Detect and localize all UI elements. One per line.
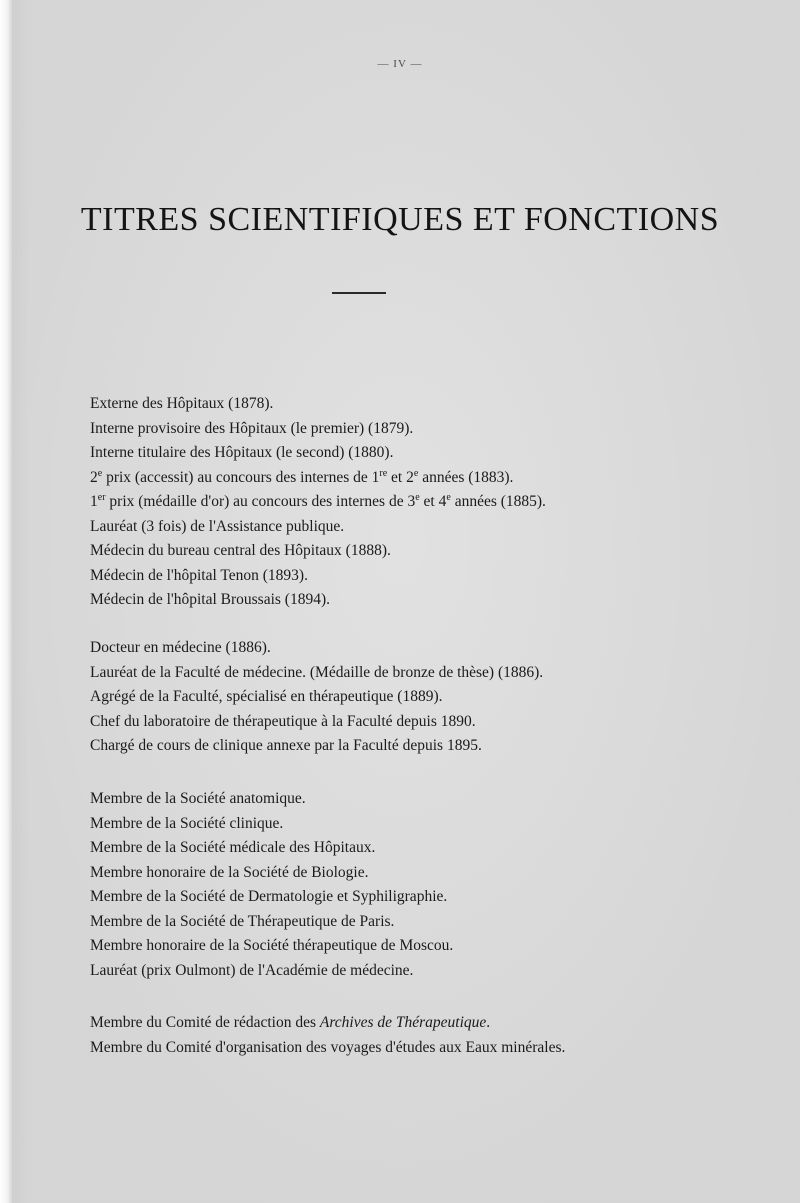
list-item: Lauréat (prix Oulmont) de l'Académie de médecine. (90, 961, 414, 979)
list-item: Chef du laboratoire de thérapeutique à la Faculté depuis 1890. (90, 712, 476, 730)
list-item: 1er prix (médaille d'or) au concours des internes de 3e et 4e années (1885). (90, 492, 546, 510)
list-item: Chargé de cours de clinique annexe par la Faculté depuis 1895. (90, 737, 482, 754)
list-item: Membre de la Société clinique. (90, 814, 284, 832)
list-item: Membre de la Société anatomique. (90, 790, 306, 807)
list-item: Médecin du bureau central des Hôpitaux (1888). (90, 542, 391, 559)
page-title: TITRES SCIENTIFIQUES ET FONCTIONS (80, 201, 720, 238)
faculty-titles-list (90, 636, 780, 759)
hospital-titles-list (90, 392, 780, 613)
page-left-edge (0, 0, 12, 1203)
list-item: Interne provisoire des Hôpitaux (le premier) (1879). (90, 419, 414, 437)
title-divider (332, 292, 386, 294)
list-item: Docteur en médecine (1886). (90, 639, 271, 656)
list-item: Agrégé de la Faculté, spécialisé en thérapeutique (1889). (90, 688, 443, 705)
list-item: Membre honoraire de la Société de Biologie. (90, 863, 369, 881)
list-item: Membre honoraire de la Société thérapeutique de Moscou. (90, 937, 454, 954)
list-item: Membre du Comité de rédaction des Archives de Thérapeutique. (90, 1014, 491, 1031)
page-number: — IV — (377, 58, 423, 70)
list-item: Membre de la Société de Dermatologie et Syphiligraphie. (90, 888, 448, 905)
list-item: Lauréat (3 fois) de l'Assistance publique. (90, 517, 345, 535)
committees-list (90, 1011, 780, 1060)
list-item: 2e prix (accessit) au concours des internes de 1re et 2e années (1883). (90, 467, 514, 486)
list-item: Médecin de l'hôpital Broussais (1894). (90, 591, 330, 608)
list-item: Lauréat de la Faculté de médecine. (Médaille de bronze de thèse) (1886). (90, 663, 544, 681)
list-item: Externe des Hôpitaux (1878). (90, 395, 274, 412)
list-item: Membre de la Société médicale des Hôpitaux. (90, 839, 376, 856)
list-item: Membre de la Société de Thérapeutique de Paris. (90, 912, 395, 930)
list-item: Médecin de l'hôpital Tenon (1893). (90, 566, 308, 584)
list-item: Membre du Comité d'organisation des voyages d'études aux Eaux minérales. (90, 1038, 566, 1056)
societies-list (90, 787, 780, 983)
list-item: Interne titulaire des Hôpitaux (le second) (1880). (90, 444, 394, 461)
